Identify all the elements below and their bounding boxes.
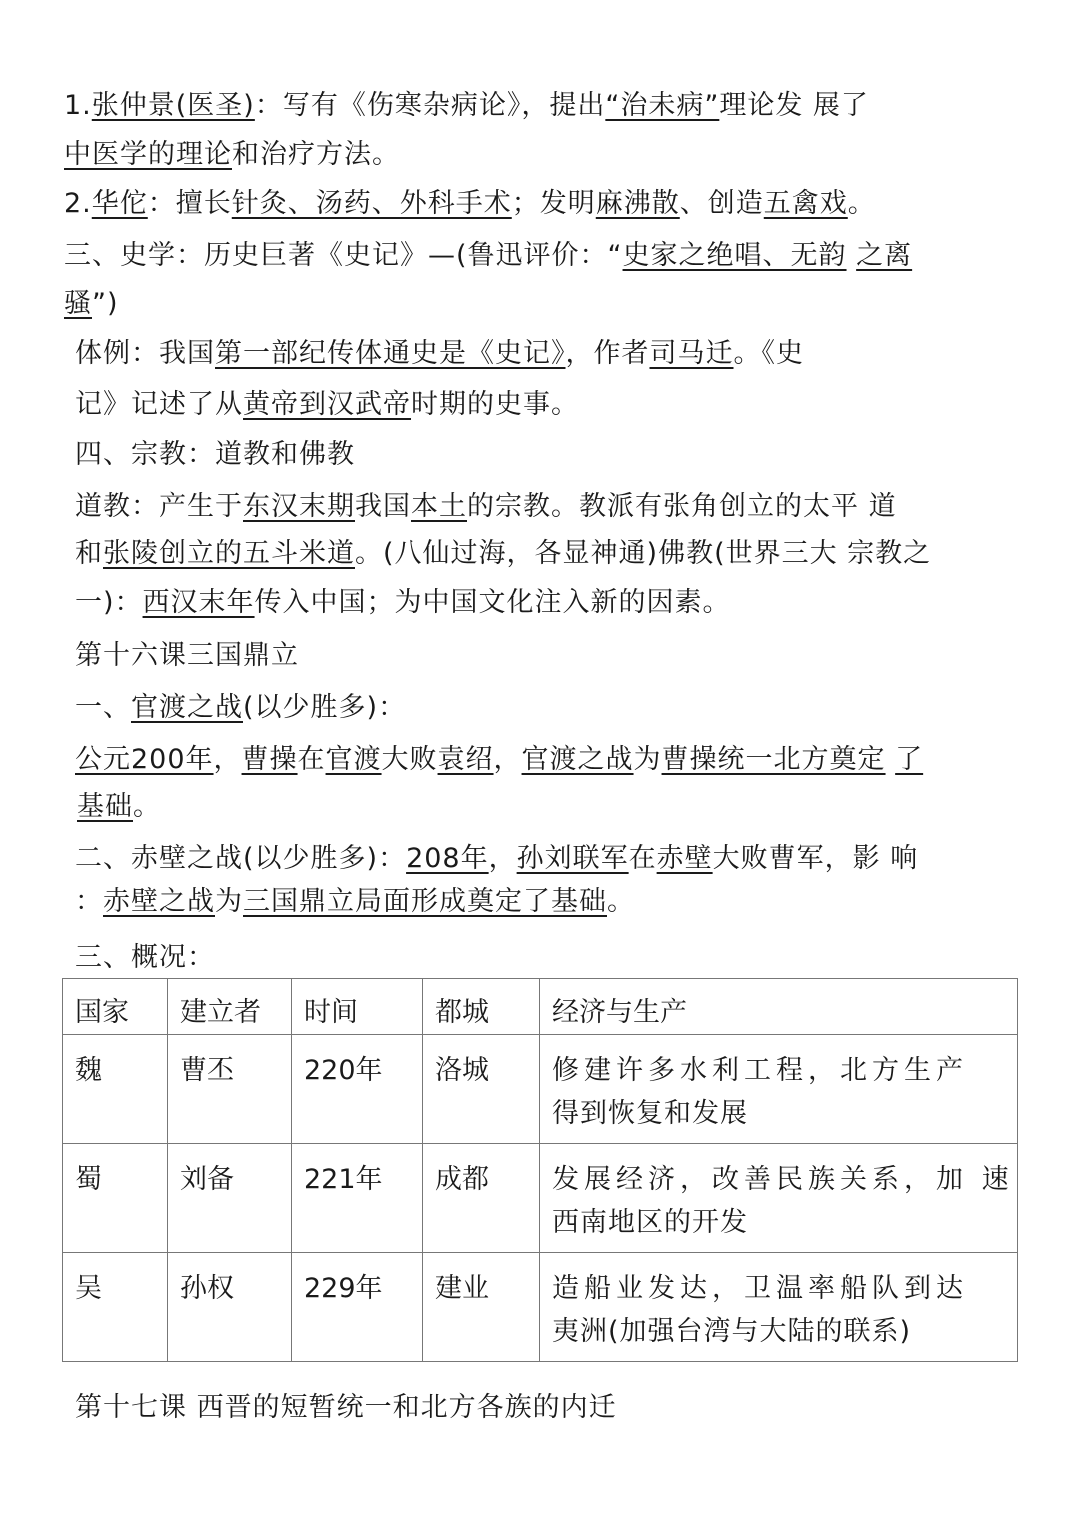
text-line: [75, 585, 731, 621]
text-line: [64, 88, 869, 124]
underlined-text: 208年: [406, 843, 489, 874]
underlined-text: 史家之绝唱、无韵: [622, 240, 847, 271]
text: 大败曹军，影 响: [712, 843, 919, 874]
text-line: [75, 884, 635, 920]
three-kingdoms-table: [62, 978, 1018, 1362]
underlined-text: 曹操: [241, 744, 298, 775]
table-cell: 刘备: [168, 1144, 292, 1253]
cell-line: 夷洲(加强台湾与大陆的联系): [552, 1316, 912, 1347]
table-row: [63, 1253, 1018, 1362]
table-cell: 220年: [292, 1035, 423, 1144]
header-cell: 时间: [292, 979, 423, 1035]
underlined-text: 五禽戏: [763, 188, 848, 219]
header-cell: 国家: [63, 979, 168, 1035]
text-line: [64, 137, 400, 173]
text: 三、概况：: [75, 942, 215, 973]
text: ；发明: [511, 188, 596, 219]
text: 为: [215, 886, 243, 917]
cell-line: 发展经济，改善民族关系，加 速: [552, 1164, 1014, 1195]
text: 传入中国；为中国文化注入新的因素。: [254, 587, 731, 618]
text: ：擅长: [147, 188, 232, 219]
table-cell: 魏: [63, 1035, 168, 1144]
text-line: [75, 489, 897, 525]
text-line: [75, 690, 406, 726]
text: (以少胜多)：: [243, 692, 407, 723]
underlined-text: 官渡: [325, 744, 382, 775]
underlined-text: 公元200年: [75, 744, 214, 775]
underlined-text: 麻沸散: [595, 188, 680, 219]
underlined-text: 赤壁之战: [103, 886, 215, 917]
underlined-text: 三国鼎立局面形成奠定了基础: [243, 886, 607, 917]
underlined-text: 基础: [77, 791, 133, 822]
underlined-text: 袁绍: [437, 744, 494, 775]
text: 和: [75, 538, 103, 569]
text: 一、: [75, 692, 131, 723]
text-line: [75, 536, 931, 572]
cell-line: 西南地区的开发: [552, 1207, 748, 1238]
table-cell: 229年: [292, 1253, 423, 1362]
table-header-row: [63, 979, 1018, 1035]
text: ，: [488, 843, 517, 874]
underlined-text: 中医学的理论: [64, 139, 232, 170]
text: 我国: [355, 491, 411, 522]
text-line: [64, 238, 912, 274]
text: 在: [297, 744, 326, 775]
text: ，作者: [565, 338, 650, 369]
underlined-text: 华佗: [91, 188, 148, 219]
underlined-text: 本土: [411, 491, 467, 522]
underlined-text: 曹操统一北方奠定: [661, 744, 886, 775]
table-cell: [540, 1144, 1018, 1253]
text: 和治疗方法。: [232, 139, 400, 170]
text-line: [64, 286, 119, 322]
underlined-text: 之离: [856, 240, 913, 271]
table-cell: 建业: [423, 1253, 540, 1362]
text-line: [75, 387, 579, 423]
text: 一)：: [75, 587, 143, 618]
table-row: [63, 1144, 1018, 1253]
text: 第十六课三国鼎立: [75, 640, 299, 671]
section-heading: [75, 940, 215, 976]
underlined-text: 官渡之战: [131, 692, 243, 723]
underlined-text: 黄帝到汉武帝: [243, 389, 411, 420]
text: 的宗教。教派有张角创立的太平 道: [467, 491, 897, 522]
text: ，: [493, 744, 522, 775]
lesson-title: [75, 1390, 617, 1426]
text: 四、宗教：道教和佛教: [75, 439, 355, 470]
cell-line: 造船业发达，卫温率船队到达: [552, 1273, 968, 1304]
table-cell: 吴: [63, 1253, 168, 1362]
text-line: [75, 336, 804, 372]
text: ”): [92, 288, 119, 319]
underlined-text: 西汉末年: [142, 587, 255, 618]
table-cell: 曹丕: [168, 1035, 292, 1144]
cell-line: 得到恢复和发展: [552, 1098, 748, 1129]
text: 为: [633, 744, 662, 775]
text-line: [75, 742, 923, 778]
table-cell: 221年: [292, 1144, 423, 1253]
underlined-text: 第一部纪传体通史是《史记》: [215, 338, 566, 369]
text: ：写有《伤寒杂病论》，提出: [254, 90, 606, 121]
text: 时期的史事。: [411, 389, 579, 420]
header-cell: 都城: [423, 979, 540, 1035]
text: 道教：产生于: [75, 491, 243, 522]
text: 三、史学：历史巨著《史记》—(鲁迅评价：“: [64, 240, 623, 271]
lesson-title: [75, 638, 299, 674]
header-cell: 经济与生产: [540, 979, 1018, 1035]
underlined-text: 张陵创立的五斗米道: [103, 538, 355, 569]
text: 。: [607, 886, 635, 917]
table-cell: 孙权: [168, 1253, 292, 1362]
underlined-text: 骚: [64, 288, 92, 319]
cell-line: 修建许多水利工程，北方生产: [552, 1055, 968, 1086]
text: 1.: [64, 90, 92, 121]
text-line: [77, 789, 161, 825]
underlined-text: 赤壁: [656, 843, 713, 874]
underlined-text: 司马迁: [649, 338, 734, 369]
text: 、创造: [679, 188, 764, 219]
text: 体例：我国: [75, 338, 215, 369]
underlined-text: “治未病”: [605, 90, 720, 121]
text: ：: [75, 886, 103, 917]
text: 。: [133, 791, 161, 822]
table-cell: 洛城: [423, 1035, 540, 1144]
underlined-text: 了: [895, 744, 924, 775]
text: 在: [628, 843, 657, 874]
header-cell: 建立者: [168, 979, 292, 1035]
table-cell: [540, 1253, 1018, 1362]
text: 。(八仙过海，各显神通)佛教(世界三大 宗教之: [355, 538, 932, 569]
text: 。《史: [733, 338, 804, 369]
underlined-text: 针灸、汤药、外科手术: [231, 188, 512, 219]
underlined-text: 孙刘联军: [516, 843, 629, 874]
text: ，: [213, 744, 242, 775]
table-row: [63, 1035, 1018, 1144]
text: 二、赤壁之战(以少胜多)：: [75, 843, 407, 874]
table-cell: [540, 1035, 1018, 1144]
table-cell: 成都: [423, 1144, 540, 1253]
section-heading: [75, 437, 355, 473]
text: [847, 240, 857, 271]
text: 大败: [381, 744, 438, 775]
underlined-text: 东汉末期: [243, 491, 355, 522]
text: 。: [847, 188, 876, 219]
text: 理论发 展了: [719, 90, 869, 121]
table-cell: 蜀: [63, 1144, 168, 1253]
text: [886, 744, 896, 775]
text: 记》记述了从: [75, 389, 243, 420]
text: 2.: [64, 188, 92, 219]
text-line: [64, 186, 876, 222]
underlined-text: 张仲景(医圣): [91, 90, 255, 121]
text: 第十七课 西晋的短暂统一和北方各族的内迁: [75, 1392, 617, 1423]
underlined-text: 官渡之战: [521, 744, 634, 775]
text-line: [75, 841, 918, 877]
